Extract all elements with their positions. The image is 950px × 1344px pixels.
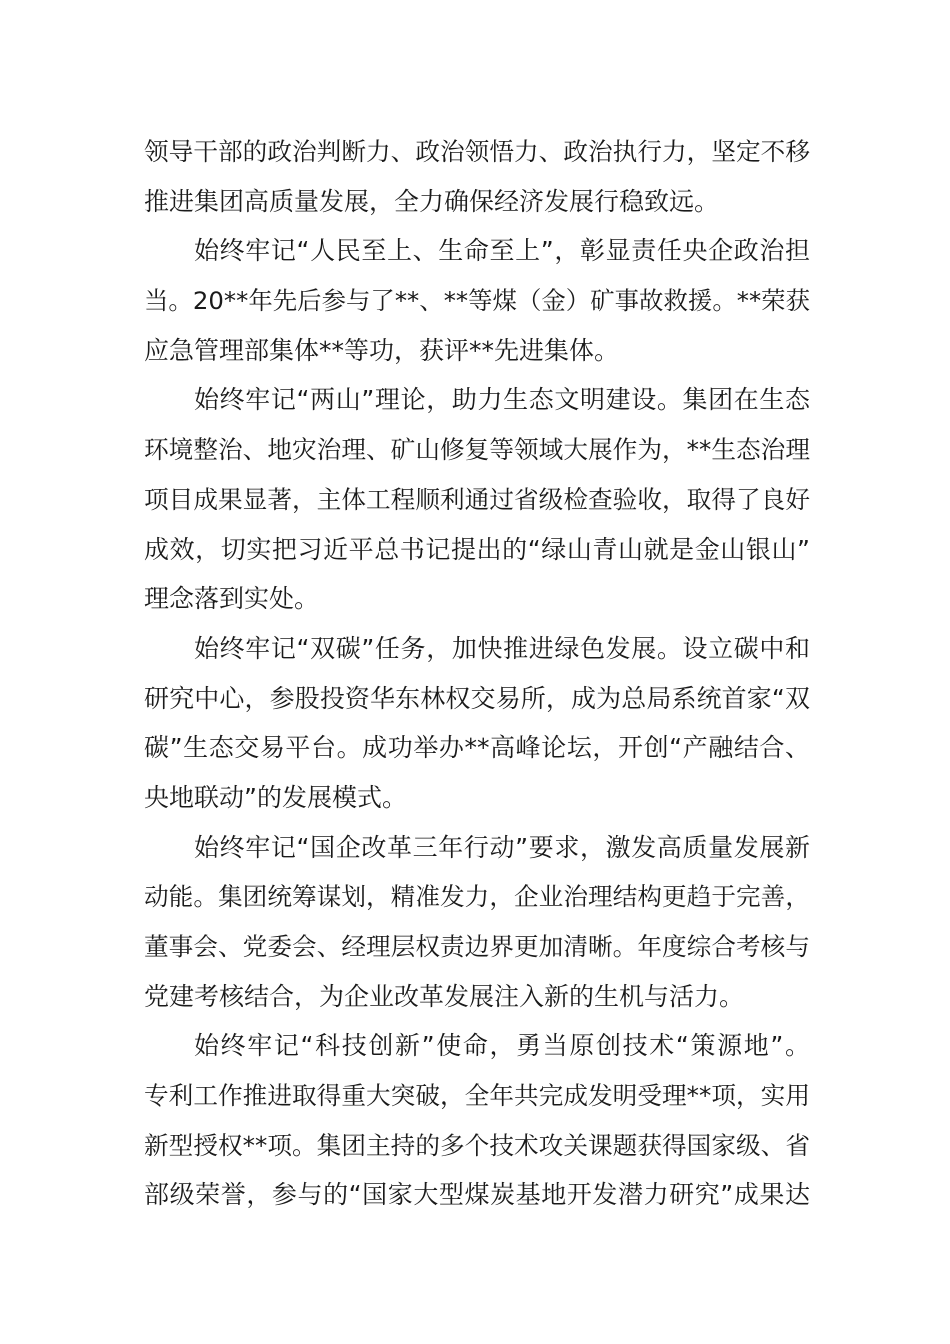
paragraph <box>144 823 810 1022</box>
text-line: 党建考核结合，为企业改革发展注入新的生机与活力。 <box>144 981 745 1011</box>
text-line: 始终牢记“人民至上、生命至上”，彰显责任央企政治担 <box>194 236 810 266</box>
text-line: 专利工作推进取得重大突破，全年共完成发明受理**项，实用 <box>144 1081 810 1111</box>
text-line: 始终牢记“科技创新”使命，勇当原创技术“策源地”。 <box>194 1031 810 1061</box>
document-body <box>144 127 810 1220</box>
text-line: 研究中心，参股投资华东林权交易所，成为总局系统首家“双 <box>144 683 810 713</box>
text-line: 应急管理部集体**等功，获评**先进集体。 <box>144 335 620 365</box>
text-line: 项目成果显著，主体工程顺利通过省级检查验收，取得了良好 <box>144 484 810 514</box>
paragraph <box>144 375 810 623</box>
text-line: 碳”生态交易平台。成功举办**高峰论坛，开创“产融结合、 <box>144 733 810 763</box>
text-line: 董事会、党委会、经理层权责边界更加清晰。年度综合考核与 <box>144 932 810 961</box>
text-line: 当。20**年先后参与了**、**等煤（金）矿事故救援。**荣获 <box>144 286 810 316</box>
text-line: 新型授权**项。集团主持的多个技术攻关课题获得国家级、省 <box>144 1130 810 1160</box>
paragraph <box>144 624 810 823</box>
text-line: 始终牢记“两山”理论，助力生态文明建设。集团在生态 <box>194 385 810 415</box>
text-line: 动能。集团统筹谋划，精准发力，企业治理结构更趋于完善， <box>144 882 810 912</box>
text-line: 成效，切实把习近平总书记提出的“绿山青山就是金山银山” <box>144 534 810 564</box>
paragraph <box>144 226 810 375</box>
text-line: 始终牢记“国企改革三年行动”要求，激发高质量发展新 <box>194 832 810 862</box>
text-line: 部级荣誉，参与的“国家大型煤炭基地开发潜力研究”成果达 <box>144 1180 810 1210</box>
text-line: 推进集团高质量发展，全力确保经济发展行稳致远。 <box>144 186 720 216</box>
text-line: 始终牢记“双碳”任务，加快推进绿色发展。设立碳中和 <box>194 633 810 663</box>
text-line: 环境整治、地灾治理、矿山修复等领域大展作为，**生态治理 <box>144 435 810 465</box>
paragraph <box>144 1021 810 1220</box>
text-line: 领导干部的政治判断力、政治领悟力、政治执行力，坚定不移 <box>144 137 810 166</box>
text-line: 央地联动”的发展模式。 <box>144 782 407 812</box>
text-line: 理念落到实处。 <box>144 584 320 614</box>
paragraph <box>144 127 810 226</box>
